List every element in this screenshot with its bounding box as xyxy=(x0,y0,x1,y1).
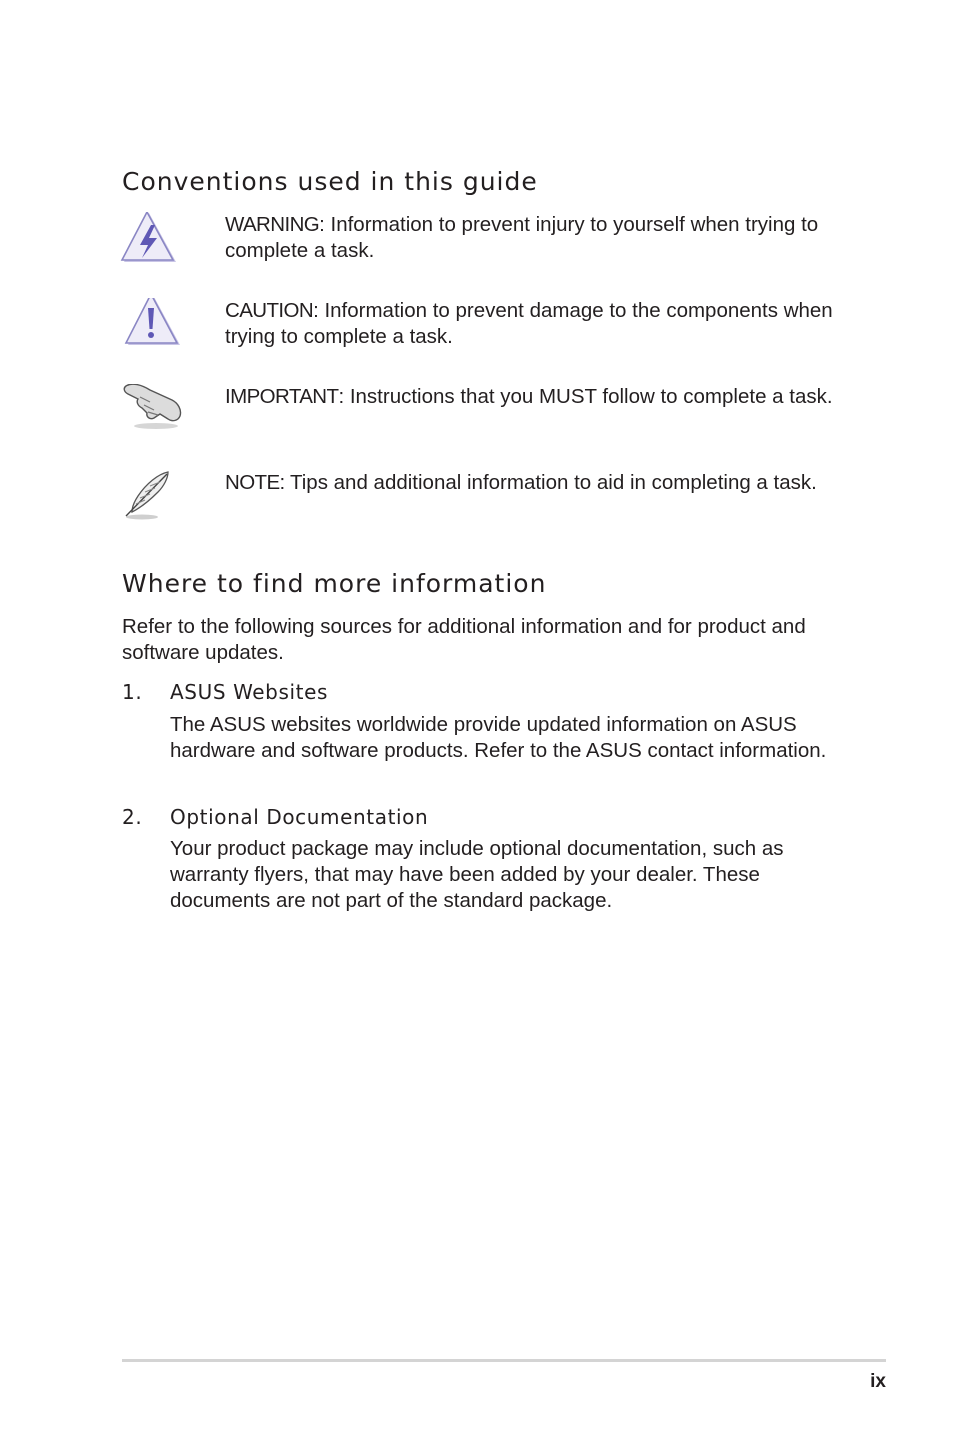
warning-text: : Information to prevent injury to yourself when trying to complete a task. xyxy=(225,213,819,262)
list-item-body: The ASUS websites worldwide provide updated information on ASUS hardware and software products. Refer to the ASUS contact information. xyxy=(170,713,827,762)
where-intro: Refer to the following sources for additional information and for product and software updates. xyxy=(122,615,806,664)
list-item-title: ASUS Websites xyxy=(170,680,329,704)
warning-lightning-icon xyxy=(120,212,184,268)
important-description xyxy=(225,384,835,410)
footer-divider xyxy=(122,1359,886,1362)
caution-exclamation-icon xyxy=(120,298,184,354)
list-item-number: 2. xyxy=(122,805,143,829)
important-text: : Instructions that you MUST follow to complete a task. xyxy=(338,385,833,408)
where-heading: Where to find more information xyxy=(122,569,547,598)
caution-description xyxy=(225,298,835,350)
conventions-heading: Conventions used in this guide xyxy=(122,167,538,196)
caution-label: CAUTION xyxy=(225,299,314,322)
caution-text: : Information to prevent damage to the components when trying to complete a task. xyxy=(225,299,833,348)
note-feather-icon xyxy=(120,470,184,526)
important-label: IMPORTANT xyxy=(225,385,339,408)
warning-description xyxy=(225,212,835,264)
page-number: ix xyxy=(870,1371,886,1392)
list-item-title: Optional Documentation xyxy=(170,805,429,829)
important-hand-icon xyxy=(120,384,184,440)
note-label: NOTE: xyxy=(225,471,285,494)
list-item-body: Your product package may include optional documentation, such as warranty flyers, that may have been added by your dealer. These documents are not part of the standard package. xyxy=(170,837,784,912)
note-text: Tips and additional information to aid in completing a task. xyxy=(284,471,817,494)
note-description xyxy=(225,470,835,496)
list-item-number: 1. xyxy=(122,680,143,704)
warning-label: WARNING xyxy=(225,213,320,236)
